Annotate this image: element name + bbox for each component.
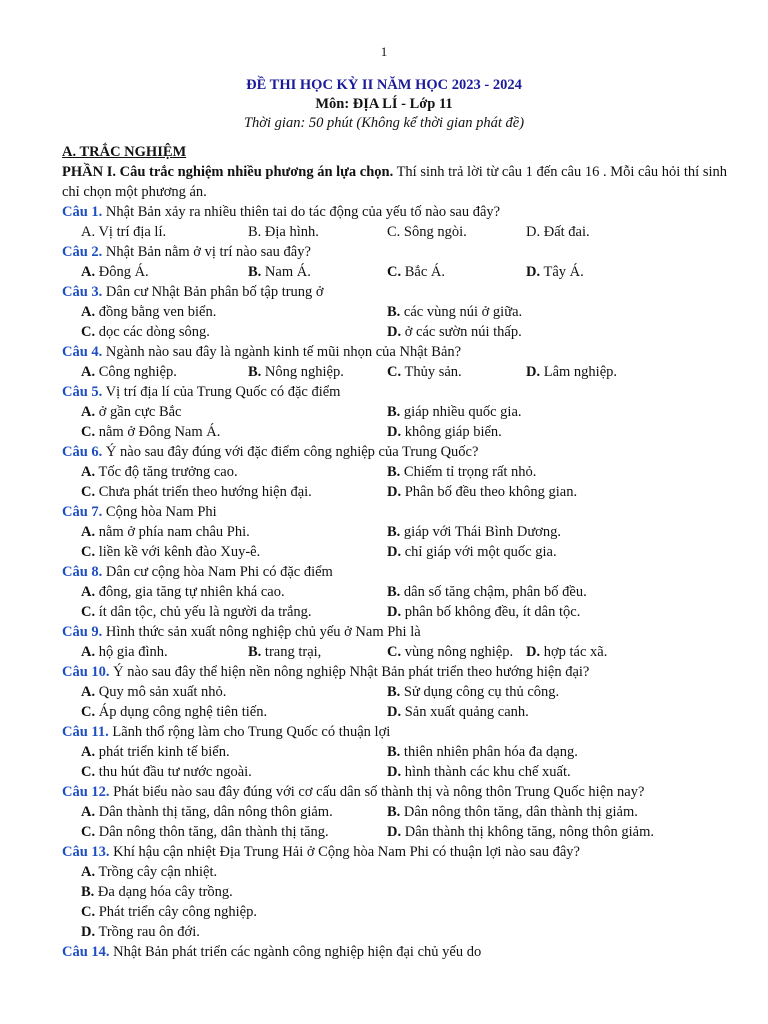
question-text: Ý nào sau đây đúng với đặc điểm công nghiệp của Trung Quốc? — [102, 444, 479, 460]
question-text: Dân cư cộng hòa Nam Phi có đặc điểm — [102, 564, 333, 580]
option-letter: B. — [387, 584, 401, 600]
question-number: Câu 5. — [62, 384, 103, 400]
question-text: Nhật Bản phát triển các ngành công nghiệp hiện đại chủ yếu do — [109, 944, 482, 960]
answer-option — [387, 522, 561, 542]
question-stem — [62, 942, 732, 962]
option-text: các vùng núi ở giữa. — [400, 304, 523, 320]
options-row — [62, 322, 732, 342]
option-text: Công nghiệp. — [95, 364, 177, 380]
question-stem — [62, 722, 732, 742]
option-letter: A. — [81, 404, 96, 420]
option-text: nằm ở phía nam châu Phi. — [95, 524, 250, 540]
question-text: Dân cư Nhật Bản phân bố tập trung ở — [102, 284, 324, 300]
option-letter: B. — [387, 804, 401, 820]
option-letter: D. — [387, 544, 402, 560]
options-row — [62, 542, 732, 562]
part-instruction-text: Thí sinh trả lời từ câu 1 đến câu 16 . Mỗi câu hỏi thí sinh chỉ chọn một phương án. — [62, 164, 728, 200]
option-text: Dân nông thôn tăng, dân thành thị tăng. — [95, 824, 329, 840]
options-row — [62, 682, 732, 702]
question-stem — [62, 562, 732, 582]
option-text: Áp dụng công nghệ tiên tiến. — [95, 704, 268, 720]
options-row — [62, 902, 732, 922]
option-text: Tốc độ tăng trưởng cao. — [95, 464, 238, 480]
options-row — [62, 702, 732, 722]
question-stem — [62, 242, 732, 262]
option-text: Dân nông thôn tăng, dân thành thị giảm. — [400, 804, 638, 820]
answer-option — [81, 302, 216, 322]
option-letter: A. — [81, 584, 96, 600]
answer-option — [387, 602, 580, 622]
question-text: Phát biểu nào sau đây đúng với cơ cấu dân số thành thị và nông thôn Trung Quốc hiện nay? — [109, 784, 645, 800]
option-text: giáp nhiều quốc gia. — [400, 404, 522, 420]
option-letter: A. — [81, 744, 96, 760]
question-text: Hình thức sản xuất nông nghiệp chủ yếu ở Nam Phi là — [102, 624, 421, 640]
option-letter: B. — [387, 744, 401, 760]
option-text: Chưa phát triển theo hướng hiện đại. — [95, 484, 312, 500]
option-text: A. Vị trí địa lí. — [81, 224, 167, 240]
option-text: chỉ giáp với một quốc gia. — [401, 544, 557, 560]
option-text: dân số tăng chậm, phân bố đều. — [400, 584, 587, 600]
option-letter: B. — [248, 644, 262, 660]
options-row — [62, 802, 732, 822]
answer-option — [81, 462, 238, 482]
answer-option — [387, 222, 467, 242]
exam-header — [0, 76, 768, 133]
option-letter: A. — [81, 464, 96, 480]
answer-option — [387, 402, 522, 422]
answer-option — [81, 902, 257, 922]
option-text: hộ gia đình. — [95, 644, 168, 660]
option-text: Sử dụng công cụ thủ công. — [400, 684, 560, 700]
question-stem — [62, 442, 732, 462]
option-text: Thủy sản. — [401, 364, 462, 380]
option-letter: A. — [81, 864, 96, 880]
answer-option — [387, 422, 502, 442]
answer-option — [387, 542, 557, 562]
options-row — [62, 602, 732, 622]
option-text: trang trại, — [261, 644, 322, 660]
options-row — [62, 422, 732, 442]
question-stem — [62, 502, 732, 522]
answer-option — [387, 462, 536, 482]
options-row — [62, 402, 732, 422]
exam-time: Thời gian: 50 phút (Không kể thời gian phát đề) — [243, 115, 525, 131]
part-title: PHẦN I. Câu trắc nghiệm nhiều phương án lựa chọn. — [62, 164, 394, 180]
answer-option — [387, 762, 571, 782]
question-number: Câu 6. — [62, 444, 103, 460]
question-stem — [62, 282, 732, 302]
option-letter: C. — [387, 264, 402, 280]
question-number: Câu 2. — [62, 244, 103, 260]
answer-option — [81, 362, 177, 382]
option-text: giáp với Thái Bình Dương. — [400, 524, 561, 540]
answer-option — [526, 642, 607, 662]
exam-content — [62, 142, 732, 962]
option-text: không giáp biển. — [401, 424, 502, 440]
answer-option — [248, 222, 319, 242]
answer-option — [248, 642, 321, 662]
options-row — [62, 362, 732, 382]
answer-option — [81, 262, 149, 282]
option-text: Phân bố đều theo không gian. — [401, 484, 578, 500]
option-letter: A. — [81, 264, 96, 280]
option-text: Trồng rau ôn đới. — [95, 924, 200, 940]
option-letter: B. — [387, 684, 401, 700]
question-stem — [62, 842, 732, 862]
option-letter: A. — [81, 304, 96, 320]
answer-option — [387, 582, 587, 602]
option-text: ở gần cực Bắc — [95, 404, 182, 420]
option-text: Quy mô sản xuất nhỏ. — [95, 684, 227, 700]
option-text: ở các sườn núi thấp. — [401, 324, 522, 340]
answer-option — [81, 922, 200, 942]
option-letter: A. — [81, 364, 96, 380]
option-letter: A. — [81, 804, 96, 820]
options-row — [62, 482, 732, 502]
question-number: Câu 1. — [62, 204, 103, 220]
option-text: đồng bằng ven biển. — [95, 304, 217, 320]
options-row — [62, 642, 732, 662]
option-text: Nam Á. — [261, 264, 311, 280]
option-text: thu hút đầu tư nước ngoài. — [95, 764, 252, 780]
option-letter: C. — [81, 324, 96, 340]
option-letter: D. — [387, 704, 402, 720]
question-number: Câu 11. — [62, 724, 109, 740]
page-number: 1 — [380, 44, 388, 59]
answer-option — [81, 422, 220, 442]
option-letter: B. — [387, 404, 401, 420]
option-text: Dân thành thị tăng, dân nông thôn giảm. — [95, 804, 333, 820]
question-text: Nhật Bản xảy ra nhiều thiên tai do tác động của yếu tố nào sau đây? — [102, 204, 501, 220]
option-letter: B. — [248, 264, 262, 280]
option-text: đông, gia tăng tự nhiên khá cao. — [95, 584, 285, 600]
option-letter: B. — [81, 884, 95, 900]
answer-option — [81, 402, 182, 422]
question-number: Câu 7. — [62, 504, 103, 520]
option-letter: D. — [387, 764, 402, 780]
answer-option — [387, 322, 522, 342]
answer-option — [81, 702, 267, 722]
question-stem — [62, 782, 732, 802]
options-row — [62, 582, 732, 602]
option-letter: D. — [526, 364, 541, 380]
option-letter: A. — [81, 684, 96, 700]
option-text: ít dân tộc, chủ yếu là người da trắng. — [95, 604, 312, 620]
option-letter: C. — [81, 604, 96, 620]
option-letter: D. — [81, 924, 96, 940]
option-letter: C. — [81, 484, 96, 500]
option-text: nằm ở Đông Nam Á. — [95, 424, 221, 440]
option-text: Nông nghiệp. — [261, 364, 344, 380]
option-letter: C. — [81, 824, 96, 840]
question-text: Vị trí địa lí của Trung Quốc có đặc điểm — [102, 384, 341, 400]
options-row — [62, 862, 732, 882]
exam-subject: Môn: ĐỊA LÍ - Lớp 11 — [315, 96, 453, 112]
option-letter: D. — [526, 264, 541, 280]
options-row — [62, 522, 732, 542]
answer-option — [81, 682, 226, 702]
option-letter: C. — [81, 764, 96, 780]
question-text: Ngành nào sau đây là ngành kinh tế mũi nhọn của Nhật Bản? — [102, 344, 462, 360]
option-text: phân bố không đều, ít dân tộc. — [401, 604, 581, 620]
question-number: Câu 4. — [62, 344, 103, 360]
option-text: hợp tác xã. — [540, 644, 608, 660]
options-row — [62, 462, 732, 482]
options-row — [62, 742, 732, 762]
answer-option — [81, 522, 250, 542]
option-text: B. Địa hình. — [248, 224, 319, 240]
option-text: Tây Á. — [540, 264, 584, 280]
answer-option — [81, 482, 312, 502]
answer-option — [81, 802, 333, 822]
answer-option — [387, 682, 559, 702]
options-row — [62, 822, 732, 842]
option-letter: B. — [387, 304, 401, 320]
option-text: Trồng cây cận nhiệt. — [95, 864, 218, 880]
answer-option — [81, 762, 252, 782]
answer-option — [387, 262, 445, 282]
option-letter: C. — [81, 704, 96, 720]
option-letter: C. — [81, 904, 96, 920]
question-text: Nhật Bản nằm ở vị trí nào sau đây? — [102, 244, 311, 260]
answer-option — [81, 222, 166, 242]
answer-option — [81, 642, 168, 662]
option-text: Đông Á. — [95, 264, 149, 280]
options-row — [62, 222, 732, 242]
option-text: Dân thành thị không tăng, nông thôn giảm. — [401, 824, 655, 840]
option-letter: C. — [81, 544, 96, 560]
answer-option — [81, 822, 329, 842]
options-row — [62, 762, 732, 782]
options-row — [62, 262, 732, 282]
answer-option — [81, 582, 285, 602]
answer-option — [526, 262, 584, 282]
option-text: Đa dạng hóa cây trồng. — [94, 884, 233, 900]
option-text: Lâm nghiệp. — [540, 364, 618, 380]
option-letter: C. — [387, 644, 402, 660]
question-number: Câu 9. — [62, 624, 103, 640]
option-text: Bắc Á. — [401, 264, 445, 280]
question-number: Câu 10. — [62, 664, 110, 680]
option-text: Chiếm tỉ trọng rất nhỏ. — [400, 464, 537, 480]
options-row — [62, 302, 732, 322]
answer-option — [387, 702, 529, 722]
question-number: Câu 12. — [62, 784, 110, 800]
option-letter: D. — [387, 424, 402, 440]
answer-option — [248, 362, 344, 382]
question-stem — [62, 342, 732, 362]
option-letter: D. — [387, 324, 402, 340]
answer-option — [387, 302, 522, 322]
answer-option — [387, 742, 578, 762]
question-number: Câu 13. — [62, 844, 110, 860]
option-letter: A. — [81, 524, 96, 540]
option-text: vùng nông nghiệp. — [401, 644, 514, 660]
question-list — [62, 202, 732, 962]
option-letter: B. — [387, 524, 401, 540]
answer-option — [387, 822, 654, 842]
answer-option — [526, 222, 590, 242]
answer-option — [81, 602, 312, 622]
option-letter: D. — [526, 644, 541, 660]
question-stem — [62, 202, 732, 222]
option-letter: D. — [387, 824, 402, 840]
option-letter: D. — [387, 604, 402, 620]
option-letter: B. — [387, 464, 401, 480]
question-stem — [62, 382, 732, 402]
option-text: Sản xuất quảng canh. — [401, 704, 529, 720]
exam-title: ĐỀ THI HỌC KỲ II NĂM HỌC 2023 - 2024 — [246, 77, 522, 93]
question-text: Cộng hòa Nam Phi — [102, 504, 217, 520]
question-number: Câu 14. — [62, 944, 110, 960]
answer-option — [248, 262, 311, 282]
option-text: thiên nhiên phân hóa đa dạng. — [400, 744, 578, 760]
option-letter: C. — [81, 424, 96, 440]
option-letter: D. — [387, 484, 402, 500]
question-number: Câu 8. — [62, 564, 103, 580]
answer-option — [81, 542, 260, 562]
answer-option — [81, 322, 210, 342]
answer-option — [387, 362, 462, 382]
answer-option — [81, 882, 233, 902]
option-text: Phát triển cây công nghiệp. — [95, 904, 257, 920]
option-letter: B. — [248, 364, 262, 380]
options-row — [62, 922, 732, 942]
part-instructions — [62, 162, 732, 202]
answer-option — [526, 362, 617, 382]
question-stem — [62, 622, 732, 642]
question-stem — [62, 662, 732, 682]
option-text: dọc các dòng sông. — [95, 324, 210, 340]
answer-option — [387, 482, 577, 502]
section-heading: A. TRẮC NGHIỆM — [62, 144, 187, 160]
option-text: phát triển kinh tế biển. — [95, 744, 230, 760]
question-number: Câu 3. — [62, 284, 103, 300]
option-text: liền kề với kênh đào Xuy-ê. — [95, 544, 261, 560]
answer-option — [387, 642, 513, 662]
question-text: Lãnh thổ rộng làm cho Trung Quốc có thuận lợi — [108, 724, 391, 740]
option-letter: A. — [81, 644, 96, 660]
option-letter: C. — [387, 364, 402, 380]
question-text: Khí hậu cận nhiệt Địa Trung Hải ở Cộng hòa Nam Phi có thuận lợi nào sau đây? — [109, 844, 580, 860]
options-row — [62, 882, 732, 902]
answer-option — [387, 802, 638, 822]
option-text: C. Sông ngòi. — [387, 224, 467, 240]
answer-option — [81, 742, 230, 762]
option-text: hình thành các khu chế xuất. — [401, 764, 571, 780]
option-text: D. Đất đai. — [526, 224, 590, 240]
answer-option — [81, 862, 217, 882]
question-text: Ý nào sau đây thể hiện nền nông nghiệp Nhật Bản phát triển theo hướng hiện đại? — [109, 664, 590, 680]
